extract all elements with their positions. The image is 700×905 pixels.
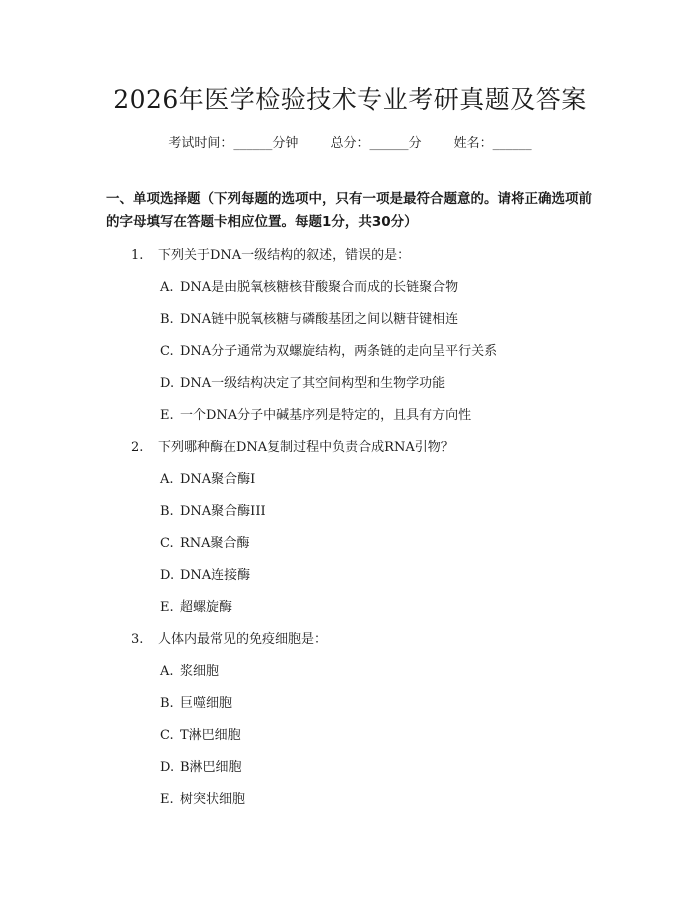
option-letter: D. xyxy=(160,376,175,391)
section-heading: 一、单项选择题（下列每题的选项中，只有一项是最符合题意的。请将正确选项前的字母填写在答题卡相应位置。每题1分，共30分） xyxy=(106,191,592,230)
student-name: 姓名：______ xyxy=(453,136,532,151)
page-title: 2026年医学检验技术专业考研真题及答案 xyxy=(113,85,587,114)
option-letter: E. xyxy=(160,600,174,615)
option-2a xyxy=(160,468,255,487)
option-2b xyxy=(160,500,266,519)
option-2d xyxy=(160,564,250,583)
total-score: 总分：______分 xyxy=(330,136,422,151)
option-text: RNA聚合酶 xyxy=(180,536,250,551)
option-1c xyxy=(160,340,497,359)
exam-time: 考试时间：______分钟 xyxy=(168,136,299,151)
option-text: B淋巴细胞 xyxy=(180,760,242,775)
option-letter: E. xyxy=(160,408,174,423)
option-text: DNA是由脱氧核糖核苷酸聚合而成的长链聚合物 xyxy=(180,280,459,295)
option-letter: A. xyxy=(160,664,174,679)
question-1 xyxy=(131,244,410,263)
question-number: 1. xyxy=(131,248,144,263)
option-1e xyxy=(160,404,471,423)
option-letter: B. xyxy=(160,312,174,327)
option-text: 巨噬细胞 xyxy=(180,696,233,711)
option-letter: A. xyxy=(160,472,174,487)
option-text: DNA一级结构决定了其空间构型和生物学功能 xyxy=(180,376,446,391)
option-text: DNA聚合酶I xyxy=(180,472,256,487)
option-letter: C. xyxy=(160,728,174,743)
option-3b xyxy=(160,692,232,711)
option-1a xyxy=(160,276,458,295)
option-letter: C. xyxy=(160,536,174,551)
option-3c xyxy=(160,724,241,743)
option-letter: A. xyxy=(160,280,174,295)
option-text: DNA连接酶 xyxy=(180,568,251,583)
option-1b xyxy=(160,308,458,327)
question-number: 2. xyxy=(131,440,144,455)
question-number: 3. xyxy=(131,632,144,647)
option-letter: B. xyxy=(160,504,174,519)
question-3 xyxy=(131,628,327,647)
option-2c xyxy=(160,532,250,551)
option-letter: E. xyxy=(160,792,174,807)
option-3d xyxy=(160,756,242,775)
option-3a xyxy=(160,660,219,679)
option-text: DNA分子通常为双螺旋结构，两条链的走向呈平行关系 xyxy=(180,344,498,359)
option-text: 一个DNA分子中碱基序列是特定的，且具有方向性 xyxy=(180,408,472,423)
question-text: 下列哪种酶在DNA复制过程中负责合成RNA引物？ xyxy=(158,440,454,455)
option-1d xyxy=(160,372,445,391)
option-letter: D. xyxy=(160,760,175,775)
option-letter: B. xyxy=(160,696,174,711)
question-text: 人体内最常见的免疫细胞是： xyxy=(158,632,328,647)
option-text: 树突状细胞 xyxy=(180,792,246,807)
question-2 xyxy=(131,436,454,455)
option-text: T淋巴细胞 xyxy=(180,728,241,743)
option-3e xyxy=(160,788,245,807)
exam-meta xyxy=(0,132,700,151)
option-letter: D. xyxy=(160,568,175,583)
option-text: DNA链中脱氧核糖与磷酸基团之间以糖苷键相连 xyxy=(180,312,459,327)
question-text: 下列关于DNA一级结构的叙述，错误的是： xyxy=(158,248,411,263)
option-text: 浆细胞 xyxy=(180,664,220,679)
option-letter: C. xyxy=(160,344,174,359)
option-text: 超螺旋酶 xyxy=(180,600,233,615)
option-2e xyxy=(160,596,232,615)
option-text: DNA聚合酶III xyxy=(180,504,266,519)
